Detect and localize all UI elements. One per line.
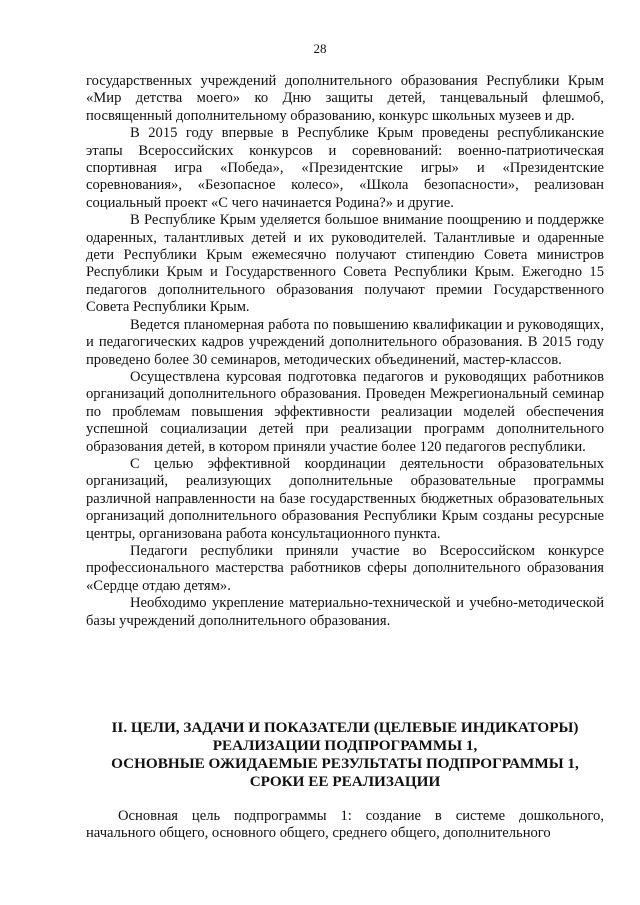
section-heading-line: СРОКИ ЕЕ РЕАЛИЗАЦИИ [249,773,441,790]
paragraph-gifted-children: В Республике Крым уделяется большое внимание поощрению и поддержке одаренных, талантливых детей и их руководителей. Талантливые и одаренные дети Республики Крым ежемесячно получают стипендию Совета министров Республики Крым и Государственного Совета Республики Крым. Ежегодно 15 педагогов дополнительного образования получают премии Государственного Совета Республики Крым. [86,212,604,316]
section-heading-line: РЕАЛИЗАЦИИ ПОДПРОГРАММЫ 1, [212,737,478,754]
intro-text [86,808,604,843]
section-heading-line: II. ЦЕЛИ, ЗАДАЧИ И ПОКАЗАТЕЛИ (ЦЕЛЕВЫЕ ИНДИКАТОРЫ) [111,719,579,736]
section-heading-line: ОСНОВНЫЕ ОЖИДАЕМЫЕ РЕЗУЛЬТАТЫ ПОДПРОГРАММЫ 1, [111,755,579,772]
paragraph-qualification: Ведется планомерная работа по повышению квалификации и руководящих, и педагогических кадров учреждений дополнительного образования. В 2015 году проведено более 30 семинаров, методических объединений, мастер-классов. [86,316,604,368]
section-heading [86,719,604,791]
paragraph-resource-centers: С целью эффективной координации деятельности образовательных организаций, реализующих дополнительные образовательные программы различной направленности на базе государственных бюджетных образовательных организаций дополнительного образования Республики Крым созданы ресурсные центры, организована работа консультационного пункта. [86,455,604,542]
paragraph-main-goal: Основная цель подпрограммы 1: создание в системе дошкольного, начального общего, основного общего, среднего общего, дополнительного [86,808,604,842]
page-number: 28 [313,41,327,56]
paragraph-continuation: государственных учреждений дополнительного образования Республики Крым «Мир детства моего» ко Дню защиты детей, танцевальный флешмоб, посвященный дополнительному образованию, конкурс школьных музеев и др. [86,73,604,124]
paragraph-material-base: Необходимо укрепление материально-технической и учебно-методической базы учреждений дополнительного образования. [86,595,604,629]
paragraph-competitions: В 2015 году впервые в Республике Крым проведены республиканские этапы Всероссийских конкурсов и соревнований: военно-патриотическая спортивная игра «Победа», «Президентские игры» и «Президентские соревнования», «Безопасное колесо», «Школа безопасности», реализован социальный проект «С чего начинается Родина?» и другие. [86,125,604,211]
body-text [86,73,604,630]
paragraph-contest: Педагоги республики приняли участие во Всероссийском конкурсе профессионального мастерства работников сферы дополнительного образования «Сердце отдаю детям». [86,542,604,594]
paragraph-training: Осуществлена курсовая подготовка педагогов и руководящих работников организаций дополнительного образования. Проведен Межрегиональный семинар по проблемам повышения эффективности реализации моделей обеспечения успешной социализации детей при реализации программ дополнительного образования детей, в котором приняли участие более 120 педагогов республики. [86,368,604,455]
